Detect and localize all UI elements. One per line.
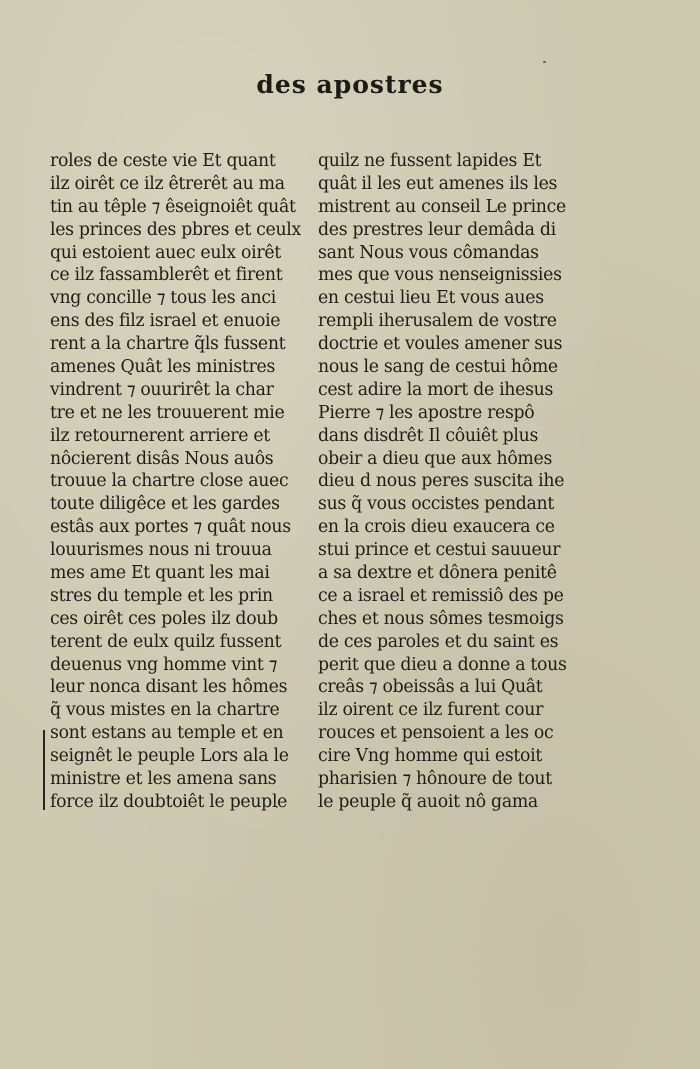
text-line: amenes Quât les ministres xyxy=(50,357,276,378)
text-line: force ilz doubtoiêt le peuple xyxy=(50,791,288,812)
text-line: perit que dieu a donne a tous xyxy=(318,654,567,675)
text-line: nôcierent disâs Nous auôs xyxy=(50,448,274,469)
text-line: dans disdrêt Il côuiêt plus xyxy=(318,425,539,446)
text-line: mes que vous nenseignissies xyxy=(318,265,562,286)
text-line: mistrent au conseil Le prince xyxy=(318,196,566,217)
left-text-column xyxy=(50,150,301,814)
text-line: le peuple q̃ auoit nô gama xyxy=(318,791,538,812)
text-line: stui prince et cestui sauueur xyxy=(318,540,561,561)
text-line: obeir a dieu que aux hômes xyxy=(318,448,553,469)
text-line: louurismes nous ni trouua xyxy=(50,540,272,561)
text-line: dieu d nous peres suscita ihe xyxy=(318,471,565,492)
running-head: des apostres xyxy=(256,70,444,99)
right-text-column xyxy=(318,150,567,814)
text-line: terent de eulx quilz fussent xyxy=(50,631,282,652)
text-line: ches et nous sômes tesmoigs xyxy=(318,608,564,629)
text-line: ce ilz fassamblerêt et firent xyxy=(50,265,283,286)
text-line: ilz retournerent arriere et xyxy=(50,425,270,446)
text-line: ces oirêt ces poles ilz doub xyxy=(50,608,278,629)
text-line: en la crois dieu exaucera ce xyxy=(318,517,555,538)
text-line: creâs ⁊ obeissâs a lui Quât xyxy=(318,677,543,698)
text-line: leur nonca disant les hômes xyxy=(50,677,288,698)
text-line: de ces paroles et du saint es xyxy=(318,631,559,652)
text-line: ens des filz israel et enuoie xyxy=(50,311,281,332)
text-line: a sa dextre et dônera penitê xyxy=(318,563,557,584)
text-line: seignêt le peuple Lors ala le xyxy=(50,746,289,767)
text-line: q̃ vous mistes en la chartre xyxy=(50,700,280,721)
text-line: vindrent ⁊ ouurirêt la char xyxy=(50,379,274,400)
text-line: nous le sang de cestui hôme xyxy=(318,357,558,378)
text-line: tre et ne les trouuerent mie xyxy=(50,402,285,423)
text-line: ce a israel et remissiô des pe xyxy=(318,585,564,606)
text-line: des prestres leur demâda di xyxy=(318,219,556,240)
text-line: rent a la chartre q̃ls fussent xyxy=(50,334,286,355)
text-line: Pierre ⁊ les apostre respô xyxy=(318,402,535,423)
text-line: cire Vng homme qui estoit xyxy=(318,746,543,767)
text-line: stres du temple et les prin xyxy=(50,585,273,606)
text-line: toute diligêce et les gardes xyxy=(50,494,280,515)
text-line: sant Nous vous cômandas xyxy=(318,242,539,263)
ink-speck xyxy=(543,61,546,63)
text-line: ilz oirêt ce ilz êtrerêt au ma xyxy=(50,173,285,194)
text-line: estâs aux portes ⁊ quât nous xyxy=(50,517,291,538)
text-line: tin au têple ⁊ êseignoiêt quât xyxy=(50,196,296,217)
text-line: doctrie et voules amener sus xyxy=(318,334,563,355)
text-line: les princes des pbres et ceulx xyxy=(50,219,301,240)
margin-mark xyxy=(43,730,45,810)
text-line: pharisien ⁊ hônoure de tout xyxy=(318,769,552,790)
text-line: sont estans au temple et en xyxy=(50,723,284,744)
text-line: rouces et pensoient a les oc xyxy=(318,723,554,744)
text-line: roles de ceste vie Et quant xyxy=(50,151,276,171)
text-line: cest adire la mort de ihesus xyxy=(318,379,554,400)
text-line: en cestui lieu Et vous aues xyxy=(318,288,544,309)
text-line: deuenus vng homme vint ⁊ xyxy=(50,654,277,675)
text-line: mes ame Et quant les mai xyxy=(50,563,270,584)
text-line: ilz oirent ce ilz furent cour xyxy=(318,700,544,721)
text-line: qui estoient auec eulx oirêt xyxy=(50,242,281,263)
text-line: trouue la chartre close auec xyxy=(50,471,289,492)
text-line: quât il les eut amenes ils les xyxy=(318,173,558,194)
text-line: ministre et les amena sans xyxy=(50,769,277,790)
text-line: vng concille ⁊ tous les anci xyxy=(50,288,276,309)
text-line: sus q̃ vous occistes pendant xyxy=(318,494,555,515)
text-line: rempli iherusalem de vostre xyxy=(318,311,557,332)
text-line: quilz ne fussent lapides Et xyxy=(318,151,542,171)
